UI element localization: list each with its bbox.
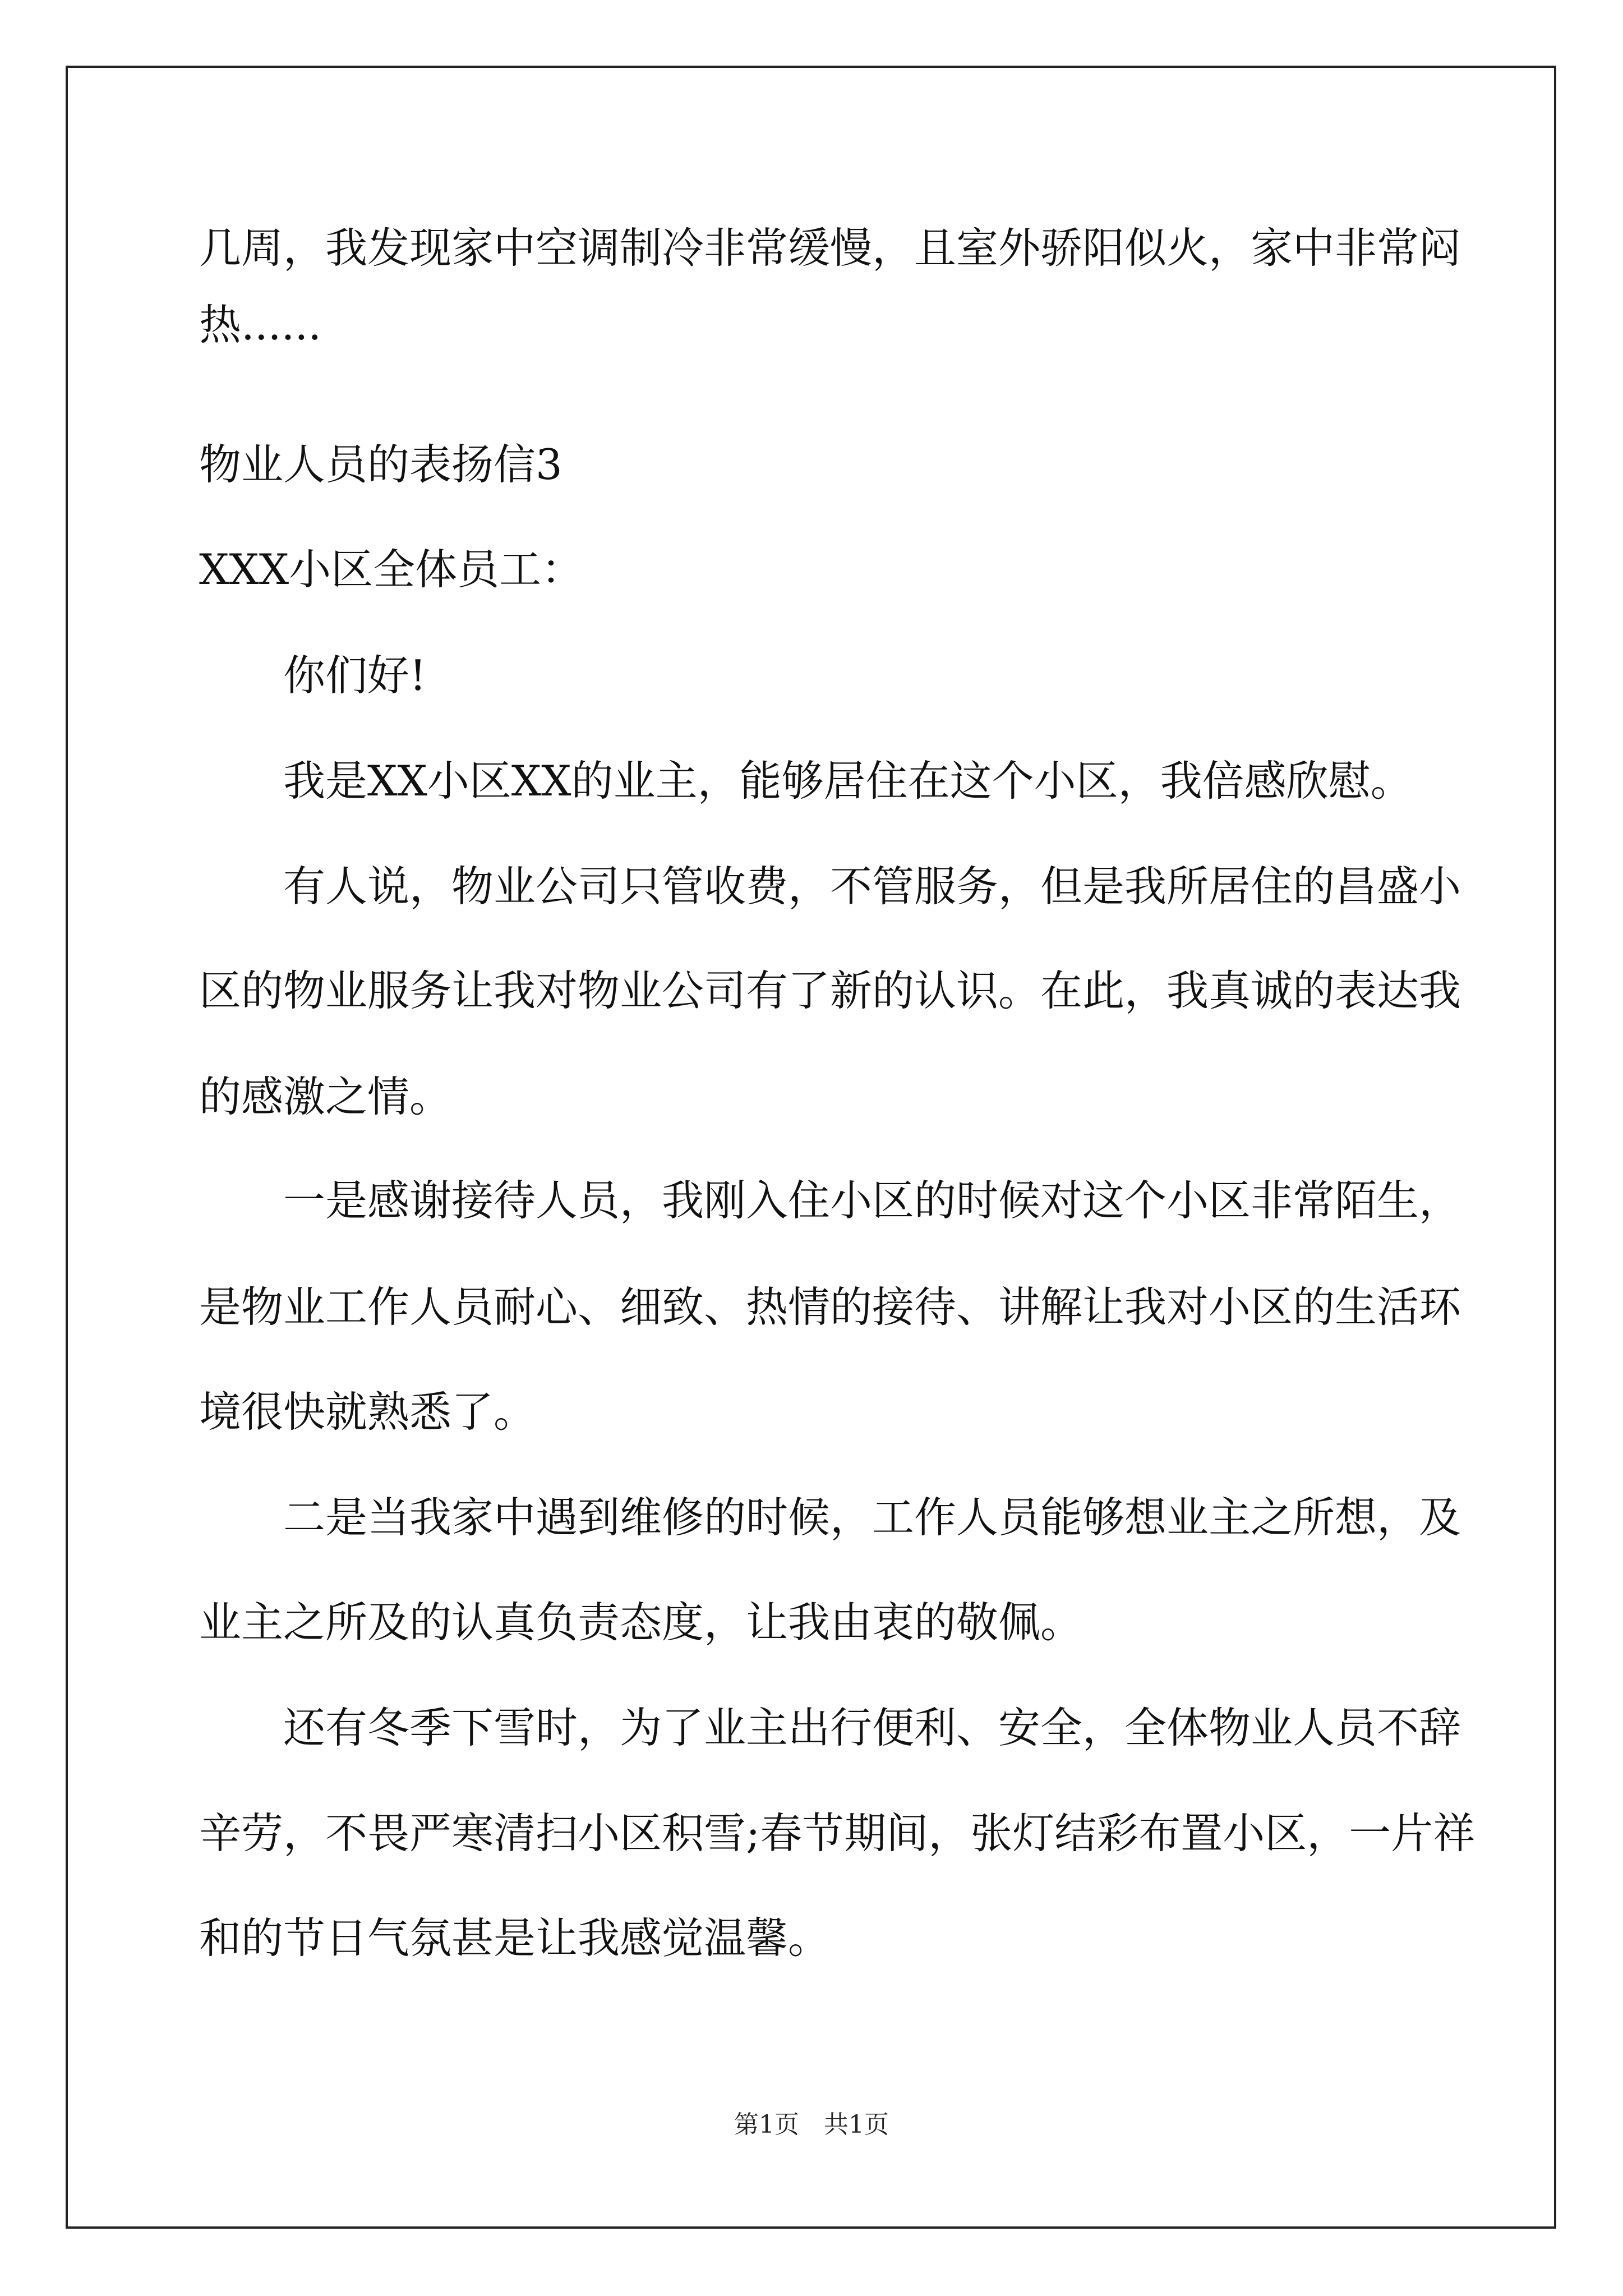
paragraph-line: 区的物业服务让我对物业公司有了新的认识。在此，我真诚的表达我 [199,966,1461,1015]
paragraph-line: 境很快就熟悉了。 [199,1387,536,1437]
paragraph-line: 二是当我家中遇到维修的时候，工作人员能够想业主之所想，及 [283,1493,1461,1542]
salutation: XXX小区全体员工： [199,545,584,594]
paragraph-line: 有人说，物业公司只管收费，不管服务，但是我所居住的昌盛小 [283,862,1461,911]
paragraph-line: 和的节日气氛甚是让我感觉温馨。 [199,1913,831,1963]
page-number: 第1页 共1页 [734,2110,889,2139]
paragraph-line: 热...... [199,300,322,349]
paragraph-line: 一是感谢接待人员，我刚入住小区的时候对这个小区非常陌生， [283,1176,1461,1225]
paragraph-line: 的感激之情。 [199,1072,452,1121]
paragraph-line: 辛劳，不畏严寒清扫小区积雪;春节期间，张灯结彩布置小区，一片祥 [199,1809,1476,1858]
paragraph-line: 是物业工作人员耐心、细致、热情的接待、讲解让我对小区的生活环 [199,1282,1461,1332]
paragraph-line: 业主之所及的认真负责态度，让我由衷的敬佩。 [199,1598,1083,1647]
paragraph-line: 还有冬季下雪时，为了业主出行便利、安全，全体物业人员不辞 [283,1703,1461,1752]
paragraph-line: 我是XX小区XX的业主，能够居住在这个小区，我倍感欣慰。 [283,756,1413,806]
paragraph-line: 几周，我发现家中空调制冷非常缓慢，且室外骄阳似火，家中非常闷 [199,223,1461,273]
page-border [66,66,1556,2229]
section-title: 物业人员的表扬信3 [199,440,562,489]
greeting: 你们好! [283,651,427,700]
